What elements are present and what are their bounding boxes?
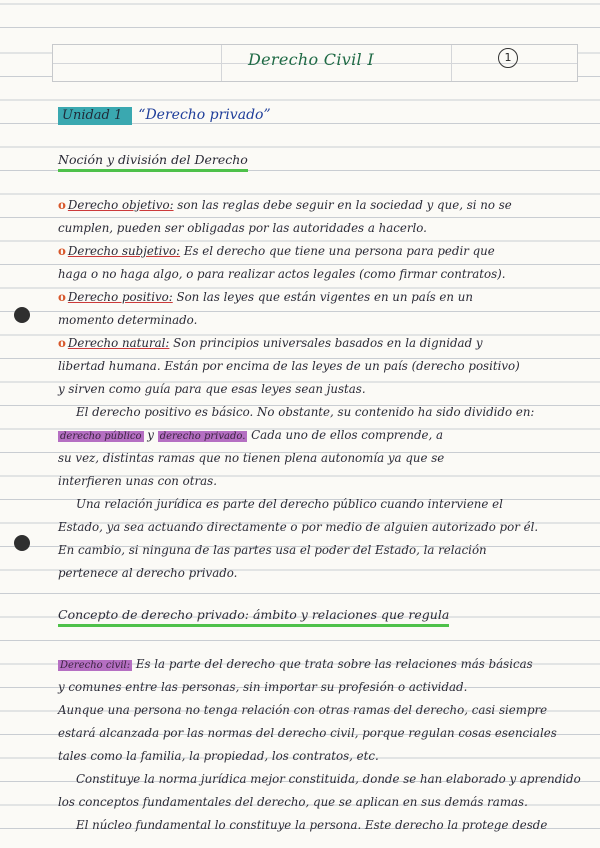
text-line: o Derecho positivo: Son las leyes que están vigentes en un país en un [58,290,473,304]
highlight-derecho-privado: derecho privado. [159,431,246,442]
text-line: Constituye la norma jurídica mejor constituida, donde se han elaborado y aprendido [76,772,581,786]
text-line: El núcleo fundamental lo constituye la persona. Este derecho la protege desde [76,818,548,832]
highlight-derecho-publico: derecho público [60,431,142,442]
text-line: derecho público y derecho privado. Cada uno de ellos comprende, a [60,428,444,442]
section2-title: Concepto de derecho privado: ámbito y relaciones que regula [58,607,449,627]
text-line: momento determinado. [58,313,198,327]
text-line: estará alcanzada por las normas del derecho civil, porque regulan cosas esenciales [58,726,557,740]
text-line: haga o no haga algo, o para realizar actos legales (como firmar contratos). [58,267,506,281]
text-line: o Derecho subjetivo: Es el derecho que tiene una persona para pedir que [58,244,495,258]
text-line: y comunes entre las personas, sin importar su profesión o actividad. [58,680,468,694]
text-line: Aunque una persona no tenga relación con otras ramas del derecho, casi siempre [58,703,548,717]
binder-hole [14,535,30,551]
unit-tag: Unidad 1 [58,107,132,125]
text-line: Una relación jurídica es parte del derecho público cuando interviene el [76,497,503,511]
text-line: su vez, distintas ramas que no tienen plena autonomía ya que se [58,451,445,465]
unit-heading [58,107,582,125]
binder-hole [14,307,30,323]
text-line: cumplen, pueden ser obligadas por las autoridades a hacerlo. [58,221,427,235]
text-line: los conceptos fundamentales del derecho, que se aplican en sus demás ramas. [58,795,528,809]
unit-title: “Derecho privado” [138,107,271,123]
text-line: En cambio, si ninguna de las partes usa el poder del Estado, la relación [58,543,487,557]
text-line: interfieren unas con otras. [58,474,217,488]
section-heading [58,607,582,627]
text-line: libertad humana. Están por encima de las leyes de un país (derecho positivo) [58,359,520,373]
text-line: o Derecho objetivo: son las reglas debe seguir en la sociedad y que, si no se [58,198,512,212]
text-line: Estado, ya sea actuando directamente o por medio de alguien autorizado por él. [58,520,539,534]
text-line: El derecho positivo es básico. No obstante, su contenido ha sido dividido en: [76,405,535,419]
section-heading [58,152,582,172]
section1-title: Noción y división del Derecho [58,152,248,172]
page-title: Derecho Civil I [248,50,374,69]
text-line: o Derecho natural: Son principios universales basados en la dignidad y [58,336,483,350]
text-line: Derecho civil: Es la parte del derecho que trata sobre las relaciones más básicas [60,657,533,671]
text-line: y sirven como guía para que esas leyes sean justas. [58,382,366,396]
text-line: tales como la familia, la propiedad, los contratos, etc. [58,749,379,763]
text-line: pertenece al derecho privado. [58,566,238,580]
highlight-derecho-civil: Derecho civil: [60,660,131,671]
page-number: 1 [498,48,518,68]
